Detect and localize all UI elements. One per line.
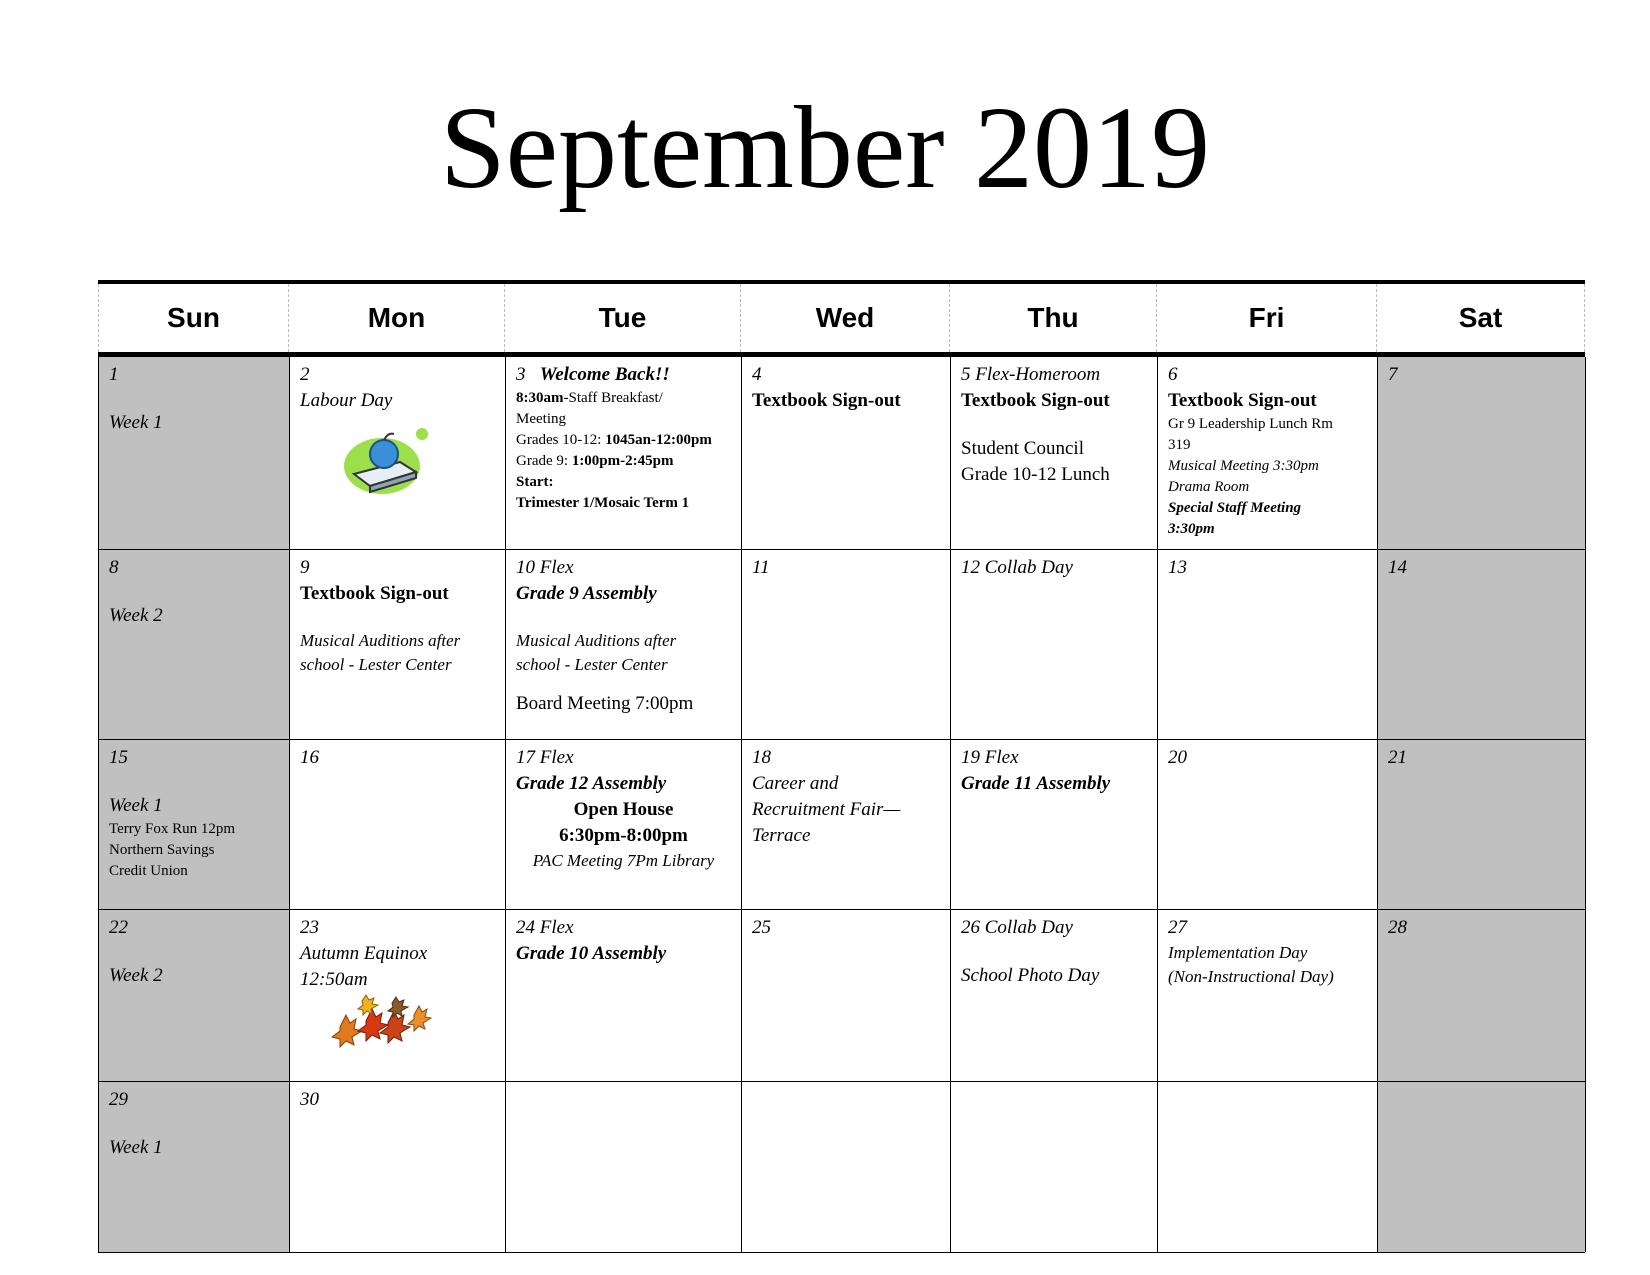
day-number: 9 <box>300 557 310 578</box>
empty-cell <box>1378 1082 1586 1252</box>
event-text: 3:30pm <box>1168 521 1215 537</box>
event-text: Musical Auditions after <box>300 631 461 650</box>
autumn-leaves-icon <box>326 993 436 1053</box>
day-cell-14 <box>1378 550 1586 740</box>
day-cell-11 <box>742 550 951 740</box>
day-number: 8 <box>109 557 119 578</box>
event-text: Open House <box>573 799 674 820</box>
event-text: Grade 12 Assembly <box>516 773 667 794</box>
day-number: 17 Flex <box>516 747 574 768</box>
day-number: 5 Flex-Homeroom <box>961 364 1101 385</box>
day-number: 30 <box>300 1089 319 1110</box>
day-cell-15 <box>99 740 290 910</box>
weekday-mon: Mon <box>289 284 505 352</box>
event-text: Terry Fox Run 12pm <box>109 821 236 837</box>
week-label: Week 1 <box>109 412 163 433</box>
day-cell-7 <box>1378 357 1586 550</box>
event-text: Textbook Sign-out <box>752 390 901 411</box>
day-cell-12 <box>951 550 1158 740</box>
event-text: Textbook Sign-out <box>961 390 1110 411</box>
event-text: Career and <box>752 773 839 794</box>
day-number: 28 <box>1388 917 1407 938</box>
day-cell-27 <box>1158 910 1378 1082</box>
event-text: Terrace <box>752 825 811 846</box>
day-number: 24 Flex <box>516 917 574 938</box>
event-text: Start: <box>516 474 554 490</box>
day-cell-20 <box>1158 740 1378 910</box>
event-text: Labour Day <box>300 390 393 411</box>
day-number: 10 Flex <box>516 557 574 578</box>
day-cell-23 <box>290 910 506 1082</box>
empty-cell <box>506 1082 742 1252</box>
event-text: school - Lester Center <box>516 655 668 674</box>
day-number: 11 <box>752 557 770 578</box>
empty-cell <box>951 1082 1158 1252</box>
event-text: Textbook Sign-out <box>1168 390 1317 411</box>
week-label: Week 1 <box>109 795 163 816</box>
empty-cell <box>1158 1082 1378 1252</box>
day-number: 22 <box>109 917 128 938</box>
day-cell-30 <box>290 1082 506 1252</box>
weekday-wed: Wed <box>741 284 950 352</box>
event-text: Grade 10 Assembly <box>516 943 667 964</box>
day-cell-22 <box>99 910 290 1082</box>
event-text: Grade 10-12 Lunch <box>961 464 1110 485</box>
event-text: Textbook Sign-out <box>300 583 449 604</box>
day-cell-29 <box>99 1082 290 1252</box>
day-number: 16 <box>300 747 319 768</box>
day-number: 19 Flex <box>961 747 1019 768</box>
day-number: 29 <box>109 1089 128 1110</box>
day-cell-24 <box>506 910 742 1082</box>
day-cell-25 <box>742 910 951 1082</box>
event-text: Autumn Equinox <box>300 943 428 964</box>
day-cell-18 <box>742 740 951 910</box>
event-text: (Non-Instructional Day) <box>1168 967 1334 986</box>
day-cell-26 <box>951 910 1158 1082</box>
event-text: Special Staff Meeting <box>1168 500 1302 516</box>
day-cell-5 <box>951 357 1158 550</box>
day-number: 12 Collab Day <box>961 557 1073 578</box>
event-text: Musical Meeting 3:30pm <box>1168 458 1319 474</box>
event-text: Northern Savings <box>109 842 215 858</box>
event-time: 6:30pm-8:00pm <box>559 825 688 846</box>
empty-cell <box>742 1082 951 1252</box>
day-cell-16 <box>290 740 506 910</box>
calendar-grid <box>98 357 1585 1253</box>
event-text: Recruitment Fair— <box>752 799 901 820</box>
day-number: 15 <box>109 747 128 768</box>
event-text: PAC Meeting 7Pm Library <box>532 851 715 870</box>
day-cell-9 <box>290 550 506 740</box>
day-cell-17 <box>506 740 742 910</box>
week-label: Week 1 <box>109 1137 163 1158</box>
event-text: Trimester 1/Mosaic Term 1 <box>516 495 690 511</box>
day-number: 2 <box>300 364 310 385</box>
event-text: Grades 10-12: <box>516 432 606 448</box>
event-text: Credit Union <box>109 863 188 879</box>
calendar <box>98 280 1585 1253</box>
day-number: 4 <box>752 364 762 385</box>
event-time: 8:30am <box>516 390 564 406</box>
day-cell-13 <box>1158 550 1378 740</box>
day-cell-10 <box>506 550 742 740</box>
event-time: 1:00pm-2:45pm <box>571 453 674 469</box>
event-text: school - Lester Center <box>300 655 452 674</box>
event-text: 12:50am <box>300 969 368 990</box>
day-number: 6 <box>1168 364 1178 385</box>
day-number: 23 <box>300 917 319 938</box>
event-text: Implementation Day <box>1168 943 1308 962</box>
day-cell-21 <box>1378 740 1586 910</box>
event-text: Grade 11 Assembly <box>961 773 1111 794</box>
day-cell-4 <box>742 357 951 550</box>
weekday-sat: Sat <box>1377 284 1585 352</box>
day-number: 25 <box>752 917 771 938</box>
day-number: 14 <box>1388 557 1407 578</box>
apple-book-icon <box>340 422 430 502</box>
event-text: Grade 9 Assembly <box>516 583 657 604</box>
event-text: Gr 9 Leadership Lunch Rm <box>1168 416 1333 432</box>
event-time: 1045an-12:00pm <box>605 432 712 448</box>
weekday-tue: Tue <box>505 284 741 352</box>
event-text: Musical Auditions after <box>516 631 677 650</box>
day-cell-2 <box>290 357 506 550</box>
event-text: Grade 9: <box>516 453 572 469</box>
event-text: 319 <box>1168 437 1191 453</box>
day-cell-19 <box>951 740 1158 910</box>
day-number: 27 <box>1168 917 1187 938</box>
day-number: 21 <box>1388 747 1407 768</box>
weekday-fri: Fri <box>1157 284 1377 352</box>
day-cell-3 <box>506 357 742 550</box>
event-text: -Staff Breakfast/ <box>563 390 663 406</box>
weekday-thu: Thu <box>950 284 1157 352</box>
event-headline: Welcome Back!! <box>539 364 670 385</box>
page-title: September 2019 <box>439 82 1211 213</box>
day-cell-1 <box>99 357 290 550</box>
day-number: 18 <box>752 747 771 768</box>
day-cell-6 <box>1158 357 1378 550</box>
weekday-sun: Sun <box>98 284 289 352</box>
day-number: 1 <box>109 364 119 385</box>
day-cell-8 <box>99 550 290 740</box>
event-text: Drama Room <box>1168 479 1250 495</box>
day-number: 3 <box>516 364 526 385</box>
day-number: 26 Collab Day <box>961 917 1073 938</box>
day-number: 7 <box>1388 364 1398 385</box>
week-label: Week 2 <box>109 965 163 986</box>
event-text: School Photo Day <box>961 965 1100 986</box>
weekday-header <box>98 284 1585 357</box>
day-cell-28 <box>1378 910 1586 1082</box>
event-text: Meeting <box>516 411 566 427</box>
week-label: Week 2 <box>109 605 163 626</box>
event-text: Board Meeting 7:00pm <box>516 693 694 714</box>
day-number: 13 <box>1168 557 1187 578</box>
day-number: 20 <box>1168 747 1187 768</box>
event-text: Student Council <box>961 438 1084 459</box>
